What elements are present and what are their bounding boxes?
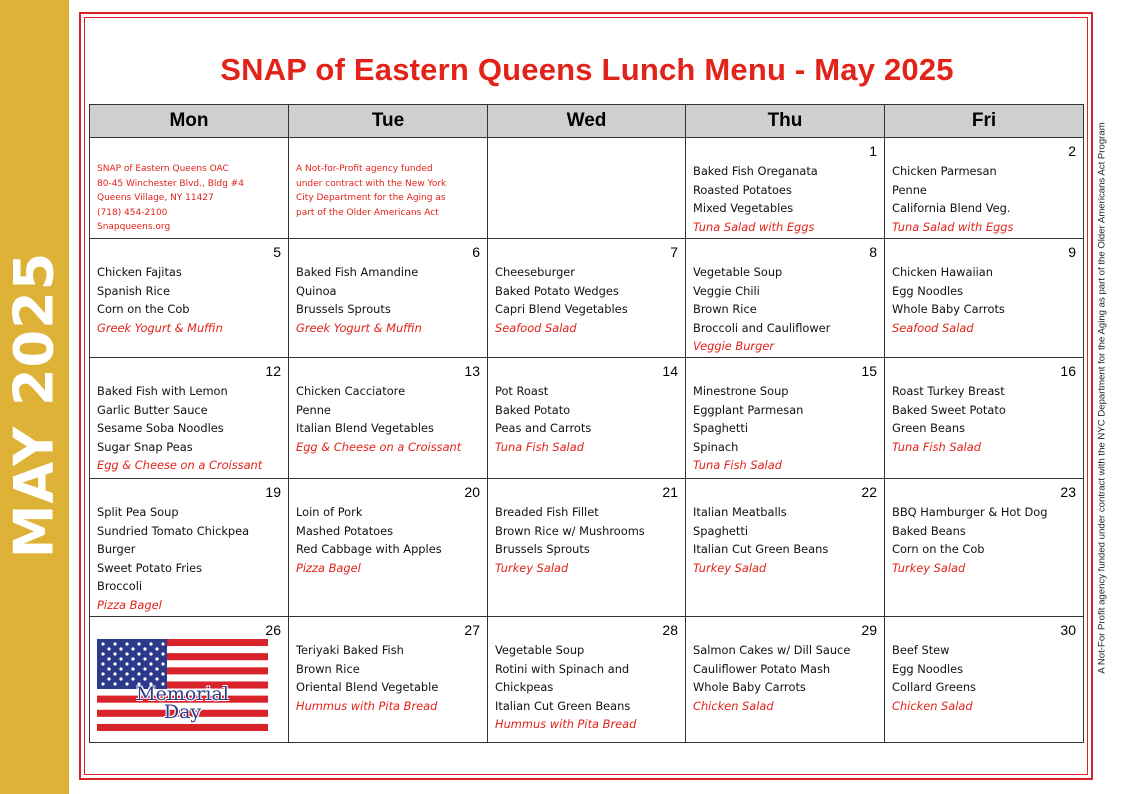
menu-item: Peas and Carrots	[495, 421, 592, 436]
menu-item: Sundried Tomato Chickpea	[97, 523, 250, 538]
menu-item: Sweet Potato Fries	[97, 560, 203, 575]
weekday-header: Fri	[885, 105, 1084, 138]
week-row	[90, 239, 1084, 358]
menu-item: Breaded Fish Fillet	[495, 505, 599, 519]
center-info-line: SNAP of Eastern Queens OAC	[97, 164, 229, 174]
center-info-line: Queens Village, NY 11427	[97, 193, 214, 204]
menu-item: Pot Roast	[495, 384, 549, 398]
day-cell	[90, 358, 289, 479]
alternate-item: Tuna Salad with Eggs	[693, 219, 815, 234]
day-date: 14	[662, 363, 678, 379]
alternate-item: Egg & Cheese on a Croissant	[296, 439, 462, 454]
menu-item: Penne	[296, 402, 331, 417]
menu-item: Green Beans	[892, 421, 966, 436]
menu-item: Salmon Cakes w/ Dill Sauce	[693, 643, 851, 657]
menu-item: Brussels Sprouts	[296, 302, 391, 317]
day-date: 16	[1060, 363, 1076, 379]
menu-item: Spaghetti	[693, 523, 748, 538]
menu-item: Vegetable Soup	[693, 265, 783, 279]
page-title: SNAP of Eastern Queens Lunch Menu - May 2025	[220, 52, 954, 87]
menu-item: Sugar Snap Peas	[97, 439, 193, 454]
menu-item: Baked Sweet Potato	[892, 402, 1006, 417]
center-info-line: Snapqueens.org	[97, 222, 171, 233]
week-row	[90, 358, 1084, 479]
menu-item: Capri Blend Vegetables	[495, 302, 628, 317]
day-cell	[488, 617, 686, 743]
alternate-item: Tuna Fish Salad	[892, 439, 981, 454]
day-date: 20	[464, 484, 480, 500]
menu-item: Roast Turkey Breast	[892, 384, 1005, 398]
day-cell	[488, 138, 686, 239]
menu-item: Chicken Hawaiian	[892, 265, 994, 279]
alternate-item: Chicken Salad	[892, 698, 973, 713]
day-cell	[488, 358, 686, 479]
menu-item: Collard Greens	[892, 680, 976, 695]
center-info-line: (718) 454-2100	[97, 207, 168, 218]
memorial-day-line: Memorial	[136, 683, 229, 705]
menu-item: Italian Cut Green Beans	[693, 542, 829, 557]
day-cell	[885, 358, 1084, 479]
day-cell	[885, 479, 1084, 617]
day-date: 30	[1060, 622, 1076, 638]
day-cell	[90, 617, 289, 743]
day-cell	[686, 138, 885, 239]
day-cell	[488, 479, 686, 617]
day-cell	[90, 479, 289, 617]
alternate-item: Tuna Fish Salad	[495, 439, 584, 454]
menu-item: Spaghetti	[693, 421, 748, 436]
menu-item: Brown Rice	[693, 302, 757, 317]
alternate-item: Pizza Bagel	[296, 560, 361, 575]
menu-item: Brussels Sprouts	[495, 542, 590, 557]
day-cell	[488, 239, 686, 358]
day-date: 28	[662, 622, 678, 638]
day-cell	[686, 358, 885, 479]
menu-item: Burger	[97, 542, 136, 557]
agency-info	[296, 142, 481, 220]
day-date: 2	[1068, 143, 1076, 159]
day-cell	[289, 138, 488, 239]
menu-item: Veggie Chili	[693, 283, 760, 298]
side-banner-text: MAY 2025	[2, 251, 66, 559]
center-info-line: 80-45 Winchester Blvd., Bldg #4	[97, 178, 244, 189]
menu-item: Penne	[892, 182, 927, 197]
menu-item: Baked Beans	[892, 523, 966, 538]
menu-item: Minestrone Soup	[693, 384, 789, 398]
day-date: 27	[464, 622, 480, 638]
alternate-item: Turkey Salad	[693, 560, 767, 575]
day-date: 8	[869, 244, 877, 260]
menu-item: California Blend Veg.	[892, 201, 1011, 216]
center-info	[97, 142, 282, 235]
weekday-header: Mon	[90, 105, 289, 138]
day-date: 26	[265, 622, 281, 638]
day-cell	[885, 617, 1084, 743]
menu-item: Broccoli	[97, 579, 143, 594]
menu-item: Italian Meatballs	[693, 505, 787, 519]
menu-item: Baked Fish Amandine	[296, 265, 419, 279]
day-cell	[686, 617, 885, 743]
memorial-day-label	[97, 685, 268, 721]
menu-item: Chickpeas	[495, 680, 554, 695]
alternate-item: Hummus with Pita Bread	[495, 717, 637, 732]
weekday-header: Wed	[488, 105, 686, 138]
alternate-item: Egg & Cheese on a Croissant	[97, 458, 263, 473]
alternate-item: Pizza Bagel	[97, 597, 162, 612]
alternate-item: Greek Yogurt & Muffin	[296, 320, 422, 335]
menu-item: Egg Noodles	[892, 283, 964, 298]
day-date: 9	[1068, 244, 1076, 260]
day-date: 5	[273, 244, 281, 260]
menu-item: Chicken Fajitas	[97, 265, 182, 279]
day-cell	[885, 138, 1084, 239]
alternate-item: Veggie Burger	[693, 339, 775, 354]
alternate-item: Greek Yogurt & Muffin	[97, 320, 223, 335]
day-cell	[90, 138, 289, 239]
menu-item: Split Pea Soup	[97, 505, 179, 519]
menu-item: Baked Potato	[495, 402, 571, 417]
week-row	[90, 138, 1084, 239]
menu-item: Mashed Potatoes	[296, 523, 394, 538]
menu-item: Baked Potato Wedges	[495, 283, 619, 298]
menu-item: Garlic Butter Sauce	[97, 402, 208, 417]
alternate-item: Chicken Salad	[693, 698, 774, 713]
menu-item: Baked Fish Oreganata	[693, 164, 818, 178]
day-date: 15	[861, 363, 877, 379]
menu-item: Italian Blend Vegetables	[296, 421, 434, 436]
day-date: 22	[861, 484, 877, 500]
menu-item: Loin of Pork	[296, 505, 363, 519]
menu-item: Rotini with Spinach and	[495, 661, 630, 676]
day-date: 6	[472, 244, 480, 260]
week-row	[90, 479, 1084, 617]
menu-item: Whole Baby Carrots	[693, 680, 806, 695]
memorial-day-line: Day	[163, 701, 202, 723]
alternate-item: Seafood Salad	[495, 320, 577, 335]
day-cell	[289, 479, 488, 617]
alternate-item: Tuna Fish Salad	[693, 458, 782, 473]
day-date: 19	[265, 484, 281, 500]
agency-info-line: City Department for the Aging as	[296, 193, 446, 204]
day-date: 1	[869, 143, 877, 159]
day-date: 7	[670, 244, 678, 260]
day-cell	[289, 239, 488, 358]
day-date: 13	[464, 363, 480, 379]
day-cell	[90, 239, 289, 358]
weekday-header: Thu	[686, 105, 885, 138]
menu-item: Whole Baby Carrots	[892, 302, 1005, 317]
menu-item: Oriental Blend Vegetable	[296, 680, 439, 695]
menu-item: Red Cabbage with Apples	[296, 542, 442, 557]
agency-info-line: A Not-for-Profit agency funded	[296, 164, 433, 174]
menu-item: BBQ Hamburger & Hot Dog	[892, 505, 1048, 519]
menu-item: Spinach	[693, 439, 739, 454]
alternate-item: Turkey Salad	[892, 560, 966, 575]
day-date: 29	[861, 622, 877, 638]
day-cell	[289, 617, 488, 743]
menu-item: Roasted Potatoes	[693, 182, 792, 197]
menu-item: Beef Stew	[892, 643, 950, 657]
day-date: 12	[265, 363, 281, 379]
side-banner	[0, 0, 69, 794]
day-cell	[686, 479, 885, 617]
menu-item: Corn on the Cob	[97, 302, 190, 317]
menu-item: Sesame Soba Noodles	[97, 421, 224, 436]
day-date: 21	[662, 484, 678, 500]
menu-item: Cauliflower Potato Mash	[693, 661, 831, 676]
menu-item: Italian Cut Green Beans	[495, 698, 631, 713]
menu-item: Brown Rice w/ Mushrooms	[495, 523, 645, 538]
day-cell	[289, 358, 488, 479]
day-date: 23	[1060, 484, 1076, 500]
menu-item: Spanish Rice	[97, 283, 170, 298]
menu-item: Corn on the Cob	[892, 542, 985, 557]
agency-info-line: under contract with the New York	[296, 178, 447, 189]
menu-calendar	[89, 104, 1084, 743]
alternate-item: Hummus with Pita Bread	[296, 698, 438, 713]
day-cell	[686, 239, 885, 358]
menu-item: Baked Fish with Lemon	[97, 384, 228, 398]
menu-item: Chicken Cacciatore	[296, 384, 406, 398]
week-row	[90, 617, 1084, 743]
weekday-header-row	[90, 105, 1084, 138]
menu-item: Brown Rice	[296, 661, 360, 676]
menu-item: Mixed Vegetables	[693, 201, 794, 216]
menu-item: Teriyaki Baked Fish	[296, 643, 404, 657]
menu-item: Broccoli and Cauliflower	[693, 320, 831, 335]
agency-info-line: part of the Older Americans Act	[296, 207, 439, 218]
menu-item: Eggplant Parmesan	[693, 402, 804, 417]
menu-item: Quinoa	[296, 283, 337, 298]
american-flag-icon	[97, 639, 268, 731]
alternate-item: Seafood Salad	[892, 320, 974, 335]
menu-item: Vegetable Soup	[495, 643, 585, 657]
alternate-item: Tuna Salad with Eggs	[892, 219, 1014, 234]
menu-item: Cheeseburger	[495, 265, 575, 279]
side-note: A Not-For Profit agency funded under contract with the NYC Department for the Aging as part of the Older Americans Act Program	[1096, 122, 1108, 674]
alternate-item: Turkey Salad	[495, 560, 569, 575]
menu-item: Egg Noodles	[892, 661, 964, 676]
weekday-header: Tue	[289, 105, 488, 138]
menu-item: Chicken Parmesan	[892, 164, 997, 178]
day-cell	[885, 239, 1084, 358]
